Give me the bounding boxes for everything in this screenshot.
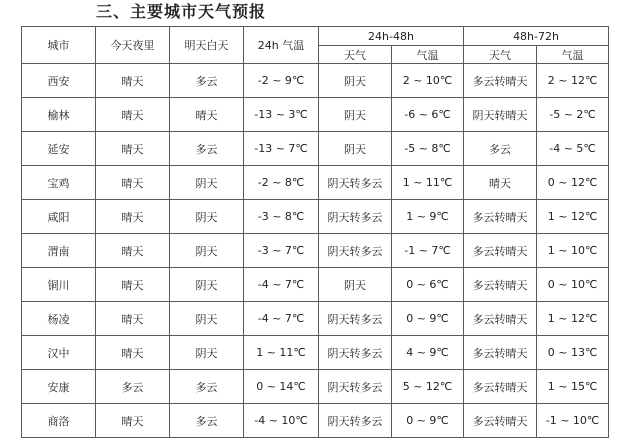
cell-tonight: 晴天: [96, 302, 170, 336]
cell-tomorrow: 多云: [170, 370, 244, 404]
cell-temp-24h: -4 ~ 7℃: [244, 268, 319, 302]
header-city: 城市: [22, 27, 96, 64]
cell-weather-48h: 阴天转多云: [319, 166, 392, 200]
cell-city: 铜川: [22, 268, 96, 302]
cell-temp-24h: -3 ~ 7℃: [244, 234, 319, 268]
cell-tomorrow: 阴天: [170, 200, 244, 234]
cell-temp-48h: 1 ~ 9℃: [392, 200, 464, 234]
header-weather-72h: 天气: [464, 46, 537, 64]
cell-temp-48h: 4 ~ 9℃: [392, 336, 464, 370]
cell-temp-24h: -4 ~ 7℃: [244, 302, 319, 336]
cell-tonight: 晴天: [96, 404, 170, 438]
cell-city: 渭南: [22, 234, 96, 268]
cell-tonight: 晴天: [96, 268, 170, 302]
cell-weather-72h: 多云转晴天: [464, 336, 537, 370]
table-row: [22, 302, 609, 336]
header-weather-48h: 天气: [319, 46, 392, 64]
table-row: [22, 268, 609, 302]
cell-temp-72h: 1 ~ 12℃: [537, 302, 609, 336]
table-row: [22, 64, 609, 98]
cell-tonight: 晴天: [96, 234, 170, 268]
cell-temp-72h: 1 ~ 10℃: [537, 234, 609, 268]
cell-temp-48h: 5 ~ 12℃: [392, 370, 464, 404]
cell-weather-72h: 多云转晴天: [464, 404, 537, 438]
cell-tomorrow: 阴天: [170, 268, 244, 302]
cell-weather-72h: 多云转晴天: [464, 234, 537, 268]
cell-temp-24h: -4 ~ 10℃: [244, 404, 319, 438]
cell-temp-24h: -2 ~ 9℃: [244, 64, 319, 98]
cell-weather-48h: 阴天转多云: [319, 336, 392, 370]
header-temp-72h: 气温: [537, 46, 609, 64]
cell-tomorrow: 多云: [170, 64, 244, 98]
cell-temp-72h: -5 ~ 2℃: [537, 98, 609, 132]
cell-tonight: 晴天: [96, 64, 170, 98]
cell-temp-72h: 0 ~ 10℃: [537, 268, 609, 302]
cell-temp-72h: 2 ~ 12℃: [537, 64, 609, 98]
cell-temp-72h: 1 ~ 12℃: [537, 200, 609, 234]
cell-temp-48h: 1 ~ 11℃: [392, 166, 464, 200]
cell-weather-72h: 阴天转晴天: [464, 98, 537, 132]
cell-city: 商洛: [22, 404, 96, 438]
cell-tomorrow: 多云: [170, 404, 244, 438]
table-row: [22, 370, 609, 404]
cell-tonight: 晴天: [96, 166, 170, 200]
cell-tomorrow: 阴天: [170, 166, 244, 200]
cell-weather-48h: 阴天转多云: [319, 200, 392, 234]
cell-city: 杨凌: [22, 302, 96, 336]
table-row: [22, 200, 609, 234]
cell-weather-48h: 阴天转多云: [319, 302, 392, 336]
city-forecast-table: [21, 26, 609, 438]
cell-city: 西安: [22, 64, 96, 98]
cell-weather-72h: 多云转晴天: [464, 268, 537, 302]
cell-city: 延安: [22, 132, 96, 166]
header-group-48-72h: 48h-72h: [464, 27, 609, 46]
cell-weather-48h: 阴天转多云: [319, 404, 392, 438]
table-row: [22, 336, 609, 370]
header-tomorrow-day: 明天白天: [170, 27, 244, 64]
cell-city: 榆林: [22, 98, 96, 132]
cell-tomorrow: 阴天: [170, 336, 244, 370]
cell-temp-72h: 1 ~ 15℃: [537, 370, 609, 404]
cell-tomorrow: 晴天: [170, 98, 244, 132]
cell-temp-24h: -2 ~ 8℃: [244, 166, 319, 200]
cell-temp-72h: -1 ~ 10℃: [537, 404, 609, 438]
cell-temp-48h: 2 ~ 10℃: [392, 64, 464, 98]
table-row: [22, 166, 609, 200]
cell-city: 汉中: [22, 336, 96, 370]
header-group-24-48h: 24h-48h: [319, 27, 464, 46]
cell-weather-72h: 晴天: [464, 166, 537, 200]
cell-weather-72h: 多云转晴天: [464, 200, 537, 234]
cell-tonight: 晴天: [96, 336, 170, 370]
cell-temp-48h: -6 ~ 6℃: [392, 98, 464, 132]
cell-temp-72h: 0 ~ 13℃: [537, 336, 609, 370]
table-row: [22, 404, 609, 438]
cell-temp-24h: -3 ~ 8℃: [244, 200, 319, 234]
cell-tomorrow: 阴天: [170, 302, 244, 336]
cell-temp-72h: 0 ~ 12℃: [537, 166, 609, 200]
table-row: [22, 98, 609, 132]
cell-tonight: 晴天: [96, 132, 170, 166]
cell-temp-48h: -1 ~ 7℃: [392, 234, 464, 268]
cell-temp-24h: 0 ~ 14℃: [244, 370, 319, 404]
cell-temp-48h: 0 ~ 9℃: [392, 404, 464, 438]
cell-weather-72h: 多云: [464, 132, 537, 166]
header-tonight: 今天夜里: [96, 27, 170, 64]
cell-weather-48h: 阴天: [319, 98, 392, 132]
cell-temp-24h: -13 ~ 7℃: [244, 132, 319, 166]
cell-weather-48h: 阴天: [319, 268, 392, 302]
cell-temp-48h: 0 ~ 9℃: [392, 302, 464, 336]
cell-temp-72h: -4 ~ 5℃: [537, 132, 609, 166]
section-title: 三、主要城市天气预报: [96, 2, 267, 21]
cell-city: 咸阳: [22, 200, 96, 234]
cell-weather-48h: 阴天: [319, 132, 392, 166]
table-row: [22, 234, 609, 268]
cell-city: 宝鸡: [22, 166, 96, 200]
cell-temp-48h: 0 ~ 6℃: [392, 268, 464, 302]
cell-weather-48h: 阴天转多云: [319, 234, 392, 268]
header-temp-48h: 气温: [392, 46, 464, 64]
header-temp-24h: 24h 气温: [244, 27, 319, 64]
cell-city: 安康: [22, 370, 96, 404]
cell-temp-24h: -13 ~ 3℃: [244, 98, 319, 132]
cell-tomorrow: 阴天: [170, 234, 244, 268]
cell-tonight: 晴天: [96, 98, 170, 132]
cell-tomorrow: 多云: [170, 132, 244, 166]
cell-tonight: 晴天: [96, 200, 170, 234]
table-row: [22, 132, 609, 166]
cell-tonight: 多云: [96, 370, 170, 404]
cell-weather-72h: 多云转晴天: [464, 64, 537, 98]
cell-temp-24h: 1 ~ 11℃: [244, 336, 319, 370]
cell-weather-72h: 多云转晴天: [464, 302, 537, 336]
cell-weather-48h: 阴天转多云: [319, 370, 392, 404]
cell-weather-48h: 阴天: [319, 64, 392, 98]
cell-weather-72h: 多云转晴天: [464, 370, 537, 404]
cell-temp-48h: -5 ~ 8℃: [392, 132, 464, 166]
